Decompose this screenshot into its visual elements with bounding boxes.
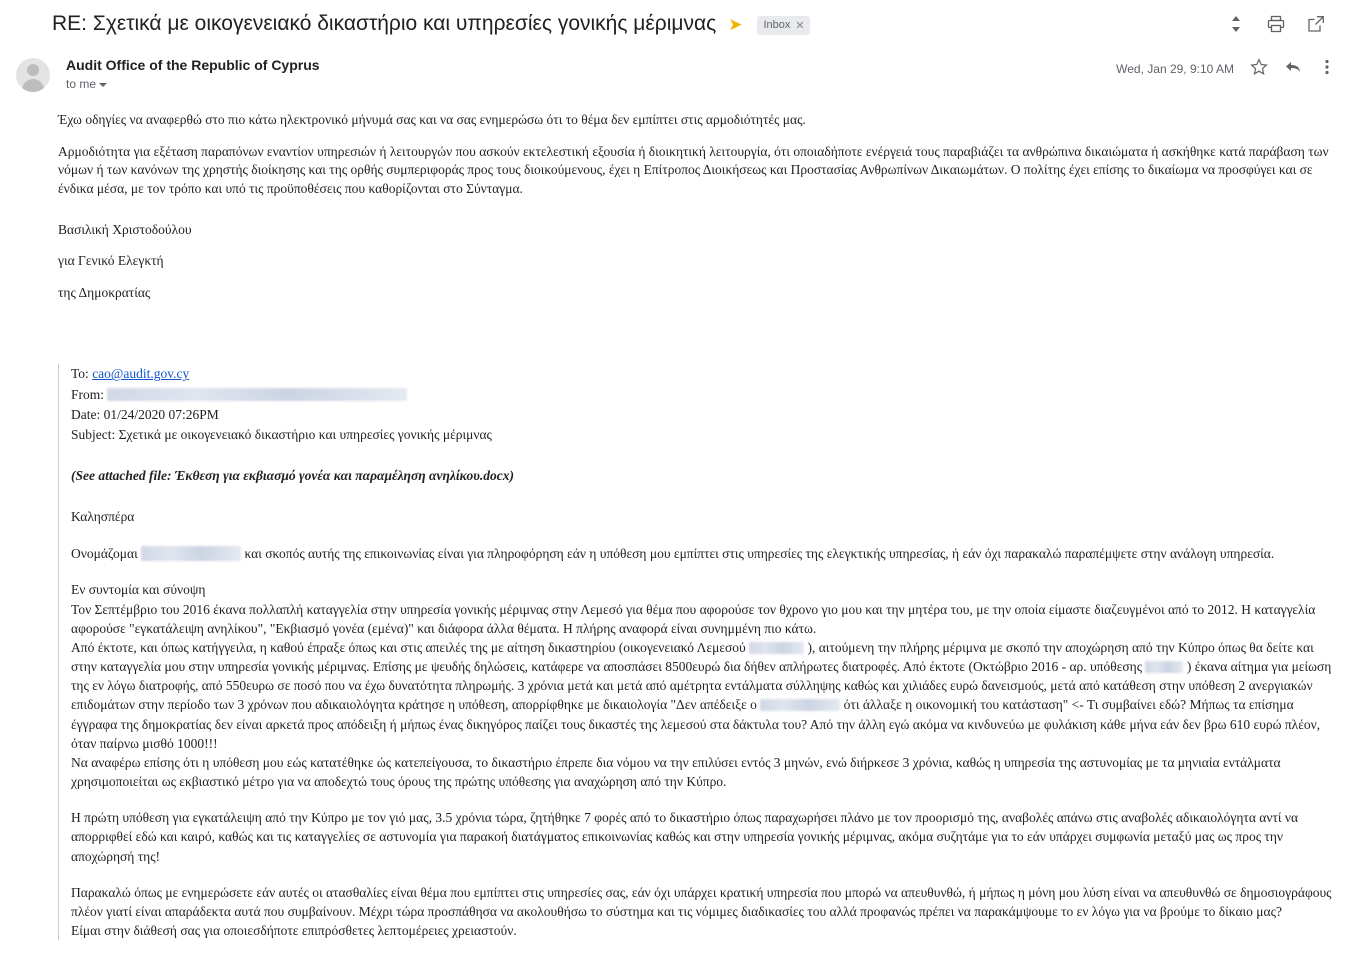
quoted-greeting: Καλησπέρα: [71, 509, 135, 525]
signature-line-2: για Γενικό Ελεγκτή: [58, 253, 164, 269]
quoted-subject-value: Σχετικά με οικογενειακό δικαστήριο και υπηρεσίες γονικής μέριμνας: [118, 426, 492, 442]
quoted-message: [58, 364, 1336, 940]
message-body: [0, 93, 1360, 940]
quoted-subject-label: Subject:: [71, 426, 116, 442]
redacted-person-name: [760, 699, 840, 711]
quoted-paragraph-2a: Από έκτοτε, και όπως κατήγγειλα, η καθού έπραξε όπως και στις απειλές της με αίτηση δικαστηρίου (οικογενειακό Λεμεσού: [71, 639, 746, 655]
label-chip-inbox[interactable]: [757, 16, 810, 35]
redacted-case-number-2: [1145, 661, 1183, 673]
chevron-down-icon[interactable]: [99, 83, 107, 87]
quoted-to-value[interactable]: cao@audit.gov.cy: [92, 366, 190, 382]
quoted-paragraph-3: Να αναφέρω επίσης ότι η υπόθεση μου εώς κατατέθηκε ώς κατεπείγουσα, το δικαστήριο έπρεπε δια νόμου να την επιλύσει εντός 3 μηνών, ενώ διήρκεσε 3 χρόνια, καθώς η υπηρεσία της αστυνομίας με τα μηνιαία εντάλματα χρησιμοποιείται ως εκβιαστικό μέτρο για να αποδεχτώ τους όρους της πρώτης υπόθεσης για αναχώρηση από την Κύπρο.: [71, 754, 1281, 790]
sender-name: Audit Office of the Republic of Cyprus: [66, 57, 320, 73]
print-icon[interactable]: [1266, 14, 1286, 34]
star-icon[interactable]: [1250, 58, 1268, 79]
label-chip-text: Inbox: [763, 19, 791, 31]
redacted-case-number-1: [749, 642, 804, 654]
message-header: [0, 44, 1360, 93]
attachment-note: (See attached file: Έκθεση για εκβιασμό γονέα και παραμέληση ανηλίκου.docx): [71, 468, 515, 483]
open-in-new-window-icon[interactable]: [1306, 14, 1326, 34]
header-actions: [1226, 14, 1336, 34]
redacted-name: [141, 546, 241, 561]
quoted-paragraph-2c: ) έκανα αίτημα για μείωση της εν λόγω διατροφής, από 550ευρω σε ποσό που να έχω δυνατότητα πληρωμής. 3 χρόνια μετά και μετά από αμέτρητα εντάλματα σύλληψης καθώς και χιλιάδες ευρώ δανεισμούς, μετά από κατάθεση στην υπόθεση 2 ανεργιακών επιδομάτων στην περίοδο των 3 χρόνων που αδικαιολόγητα κράτησε η υπόθεση, απορρίφθηκε με δικαιολογία "Δεν απέδειξε ο: [71, 659, 1332, 713]
signature-block: [58, 221, 1336, 303]
body-paragraph-1: Έχω οδηγίες να αναφερθώ στο πιο κάτω ηλεκτρονικό μήνυμά σας και να σας ενημερώσω ότι το θέμα δεν εμπίπτει στις αρμοδιότητές μας.: [58, 112, 806, 127]
quoted-intro-b: και σκοπός αυτής της επικοινωνίας είναι για πληροφόρηση εάν η υπόθεση μου εμπίπτει στις υπηρεσίες της ελεγκτικής υπηρεσίας, ή εάν όχι παρακαλώ παραπέμψετε στην ανάλογη υπηρεσία.: [244, 546, 1275, 562]
signature-line-1: Βασιλική Χριστοδούλου: [58, 221, 192, 237]
more-options-icon[interactable]: [1318, 58, 1336, 79]
quoted-paragraph-2b: ), αιτούμενη την πλήρης μέριμνα με σκοπό την αποχώρηση από την Κύπρο όπως θα δείτε και στην καταγγελία μου στην υπηρεσία γονικής μέριμνας. Επίσης με ψευδής δηλώσεις, κατάφερε να αποσπάσει 8500ευρώ δια δήθεν απλήρωτες διατροφές. Από έκτοτε (Οκτώβριο 2016 - αρ. υπόθεσης: [71, 639, 1314, 675]
quoted-summary-heading: Εν συντομία και σύνοψη: [71, 582, 206, 598]
avatar: [16, 58, 50, 92]
quoted-from-line: [71, 385, 1336, 404]
recipient-label: to me: [66, 77, 97, 91]
message-actions: [1116, 56, 1336, 79]
redacted-sender-address: [107, 388, 407, 401]
message-date: Wed, Jan 29, 9:10 AM: [1116, 61, 1234, 76]
quoted-date-line: [71, 405, 1336, 424]
quoted-paragraph-4: Η πρώτη υπόθεση για εγκατάλειψη από την Κύπρο με τον γιό μας, 3.5 χρόνια τώρα, ζητήθηκε 7 φορές από το δικαστήριο όπως παραχωρήσει πλάνο με τον προορισμό της, αναβολές απάνω στις αναβολές αδικαιολόγητα αντί να απορριφθεί εδώ και καιρό, καθώς και τις καταγγελίες σε αστυνομία για παρακοή διατάγματος επικοινωνίας καθώς και στην υπηρεσία γονικής μέριμνας, ακόμα συζητάμε για το εάν υπάρχει συμφωνία μεταξύ μας ως προς την αποχώρησή της!: [71, 810, 1299, 864]
quoted-date-label: Date:: [71, 406, 101, 422]
quoted-from-label: From:: [71, 386, 105, 402]
important-marker-icon[interactable]: ➤: [728, 14, 743, 34]
quoted-closing: [71, 883, 1336, 940]
quoted-paragraph-6: Είμαι στην διάθεσή σας για οποιεσδήποτε επιπρόσθετες λεπτομέρειες χρειαστούν.: [71, 922, 517, 938]
remove-label-icon[interactable]: ✕: [795, 19, 805, 32]
sender-meta: [66, 56, 1116, 93]
signature-line-3: της Δημοκρατίας: [58, 284, 151, 300]
page-title: RE: Σχετικά με οικογενειακό δικαστήριο και υπηρεσίες γονικής μέριμνας: [52, 12, 717, 35]
quoted-paragraph-1: Τον Σεπτέμβριο του 2016 έκανα πολλαπλή καταγγελία στην υπηρεσία γονικής μέριμνας στην Λεμεσό για θέμα που αφορούσε τον θχρονο γιο μου και την μητέρα του, με την οποία είμαστε διαζευγμένοι από το 2012. Η καταγγελία αφορούσε "εγκατάλειψη ανηλίκου", "Εκβιασμό γονέα (εμένα)" και διάφορα άλλα θέματα. Η πλήρης αναφορά είναι συνημμένη πιο κάτω.: [71, 601, 1316, 636]
quoted-to-line: [71, 364, 1336, 383]
quoted-paragraph-5: Παρακαλώ όπως με ενημερώσετε εάν αυτές οι ατασθαλίες είναι θέμα που εμπίπτει στις υπηρεσίες σας, εάν όχι υπάρχει κρατική υπηρεσία που μπορώ να απευθυνθώ, ή μήπως η μόνη μου λύση είναι να απευθυνθώ σε δημοσιογράφους πλέον γιατί είναι απαράδεκτα αυτά που συμβαίνουν. Μέχρι τώρα προσπάθησα να ακολουθήσω το σύστημα και τις νόμιμες διαδικασίες του αλλά προφανώς πρέπει να παρακάμψουμε το εν λόγω για να βρούμε το δίκαιο μας?: [71, 884, 1332, 919]
quoted-subject-line: [71, 425, 1336, 444]
expand-collapse-icon[interactable]: [1226, 14, 1246, 34]
quoted-date-value: 01/24/2020 07:26PM: [103, 406, 219, 422]
quoted-to-label: To:: [71, 366, 89, 382]
quoted-paragraph-2: [71, 638, 1336, 753]
quoted-intro: [71, 544, 1336, 563]
reply-icon[interactable]: [1284, 58, 1302, 79]
recipient-toggle[interactable]: [66, 77, 107, 91]
quoted-intro-a: Ονομάζομαι: [71, 546, 138, 562]
subject-header: [0, 0, 1360, 44]
quoted-paragraph-2d: ότι άλλαξε η οικονομική του κατάσταση" <- Τι συμβαίνει εδώ? Μήπως τα επίσημα έγγραφα της δημοκρατίας δεν είναι αρκετά προς απόδειξη ή μήπως ένας δικηγόρος παίζει τους δικαστές της λεμεσού στα δάκτυλα του? Από την άλλη εγώ ακόμα να κινδυνεύω με φυλάκιση κάθε μήνα εάν δεν βρω 610 ευρώ πλέον, όταν παίρνω μισθό 1000!!!: [71, 697, 1321, 751]
quoted-summary: [71, 580, 1336, 791]
body-paragraph-2: Αρμοδιότητα για εξέταση παραπόνων εναντίον υπηρεσιών ή λειτουργών που ασκούν εκτελεστική εξουσία ή διοικητική λειτουργία, ότι οποιαδήποτε ενέργειά τους παραβιάζει τα ανθρώπινα δικαιώματα ή ασκήθηκε κατά παράβαση των νόμων ή των κανόνων της χρηστής διοίκησης και της ορθής συμπεριφοράς προς τους διοικούμενους, έχει η Επίτροπος Διοικήσεως και Προστασίας Ανθρωπίνων Δικαιωμάτων. Ο πολίτης έχει επίσης το δικαίωμα να προσφύγει και σε ένδικα μέσα, με τον τρόπο και υπό τις προϋποθέσεις που καθορίζονται στο Σύνταγμα.: [58, 143, 1329, 196]
